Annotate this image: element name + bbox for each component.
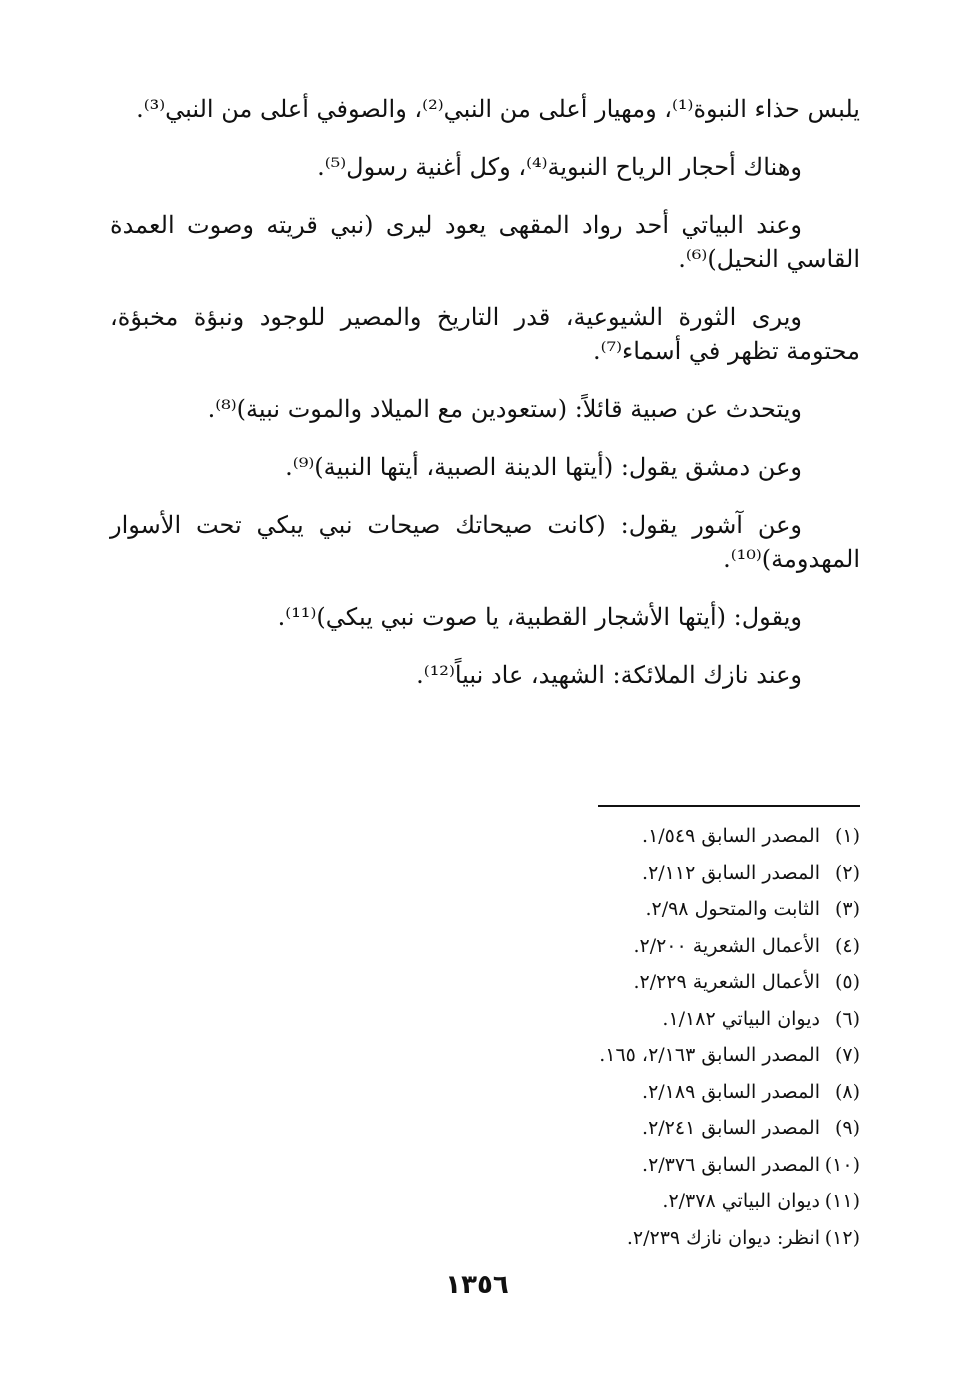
footnote: [440, 1183, 860, 1220]
footnote: [440, 855, 860, 892]
paragraph: وعن آشور يقول: (كانت صيحاتك صيحات نبي يبكي تحت الأسوار المهدومة)⁽¹⁰⁾.: [110, 511, 860, 573]
footnote-text: انظر: ديوان نازك ٢/٢٣٩.: [626, 1226, 820, 1249]
paragraph: وعن دمشق يقول: (أيتها الدينة الصبية، أيتها النبية)⁽⁹⁾.: [285, 453, 802, 481]
footnote-text: المصدر السابق ٢/١١٢.: [642, 861, 820, 884]
footnote: [440, 1037, 860, 1074]
page-number: ١٣٥٦: [445, 1270, 509, 1300]
footnote-number: (١١): [824, 1190, 860, 1212]
footnote-text: المصدر السابق ٢/١٦٣، ١٦٥.: [599, 1044, 820, 1066]
footnote-number: (١): [834, 825, 860, 847]
footnote-text: المصدر السابق ١/٥٤٩.: [642, 825, 820, 847]
paragraph: وعند البياتي أحد رواد المقهى يعود ليرى (نبي قريته وصوت العمدة القاسي النحيل)⁽⁶⁾.: [110, 211, 860, 273]
footnote-number: (٣): [834, 898, 860, 920]
paragraph: ويتحدث عن صبية قائلاً: (ستعودين مع الميلاد والموت نبية)⁽⁸⁾.: [207, 395, 802, 423]
footnote-number: (٢): [834, 861, 860, 884]
paragraph: يلبس حذاء النبوة⁽¹⁾، ومهيار أعلى من النبي⁽²⁾، والصوفي أعلى من النبي⁽³⁾.: [136, 95, 860, 123]
footnote-separator: [598, 805, 860, 807]
footnote: [440, 818, 860, 855]
footnote: [440, 1074, 860, 1111]
footnote-number: (١٢): [824, 1226, 860, 1249]
footnote-text: ديوان البياتي ١/١٨٢.: [662, 1007, 820, 1030]
footnote-text: المصدر السابق ٢/٣٧٦.: [642, 1153, 820, 1176]
footnote-number: (٩): [834, 1117, 860, 1139]
footnote-text: الأعمال الشعرية ٢/٢٠٠.: [633, 934, 820, 957]
footnote: [440, 1220, 860, 1257]
footnote-number: (٧): [834, 1044, 860, 1066]
footnote: [440, 1147, 860, 1184]
footnote-text: المصدر السابق ٢/١٨٩.: [642, 1080, 820, 1103]
footnote: [440, 964, 860, 1001]
footnote-number: (١٠): [824, 1153, 860, 1176]
paragraph: وهناك أحجار الرياح النبوية⁽⁴⁾، وكل أغنية رسول⁽⁵⁾.: [317, 153, 802, 181]
paragraph: ويرى الثورة الشيوعية، قدر التاريخ والمصير للوجود ونبؤة مخبؤة، محتومة تظهر في أسماء⁽⁷⁾.: [110, 303, 860, 365]
footnote-text: الأعمال الشعرية ٢/٢٢٩.: [633, 971, 820, 993]
body-text: [110, 92, 860, 716]
footnote-text: الثابت والمتحول ٢/٩٨.: [645, 898, 820, 920]
footnote: [440, 928, 860, 965]
footnote-number: (٦): [834, 1007, 860, 1030]
footnote: [440, 891, 860, 928]
footnote: [440, 1110, 860, 1147]
paragraph: وعند نازك الملائكة: الشهيد، عاد نبياً⁽¹²⁾.: [416, 661, 802, 689]
footnotes: [440, 818, 860, 1256]
footnote-text: ديوان البياتي ٢/٣٧٨.: [662, 1190, 820, 1212]
footnote-number: (٨): [834, 1080, 860, 1103]
footnote: [440, 1001, 860, 1038]
paragraph: ويقول: (أيتها الأشجار القطبية، يا صوت نبي يبكي)⁽¹¹⁾.: [277, 603, 802, 631]
footnote-number: (٤): [834, 934, 860, 957]
footnote-number: (٥): [834, 971, 860, 993]
footnote-text: المصدر السابق ٢/٢٤١.: [642, 1117, 820, 1139]
